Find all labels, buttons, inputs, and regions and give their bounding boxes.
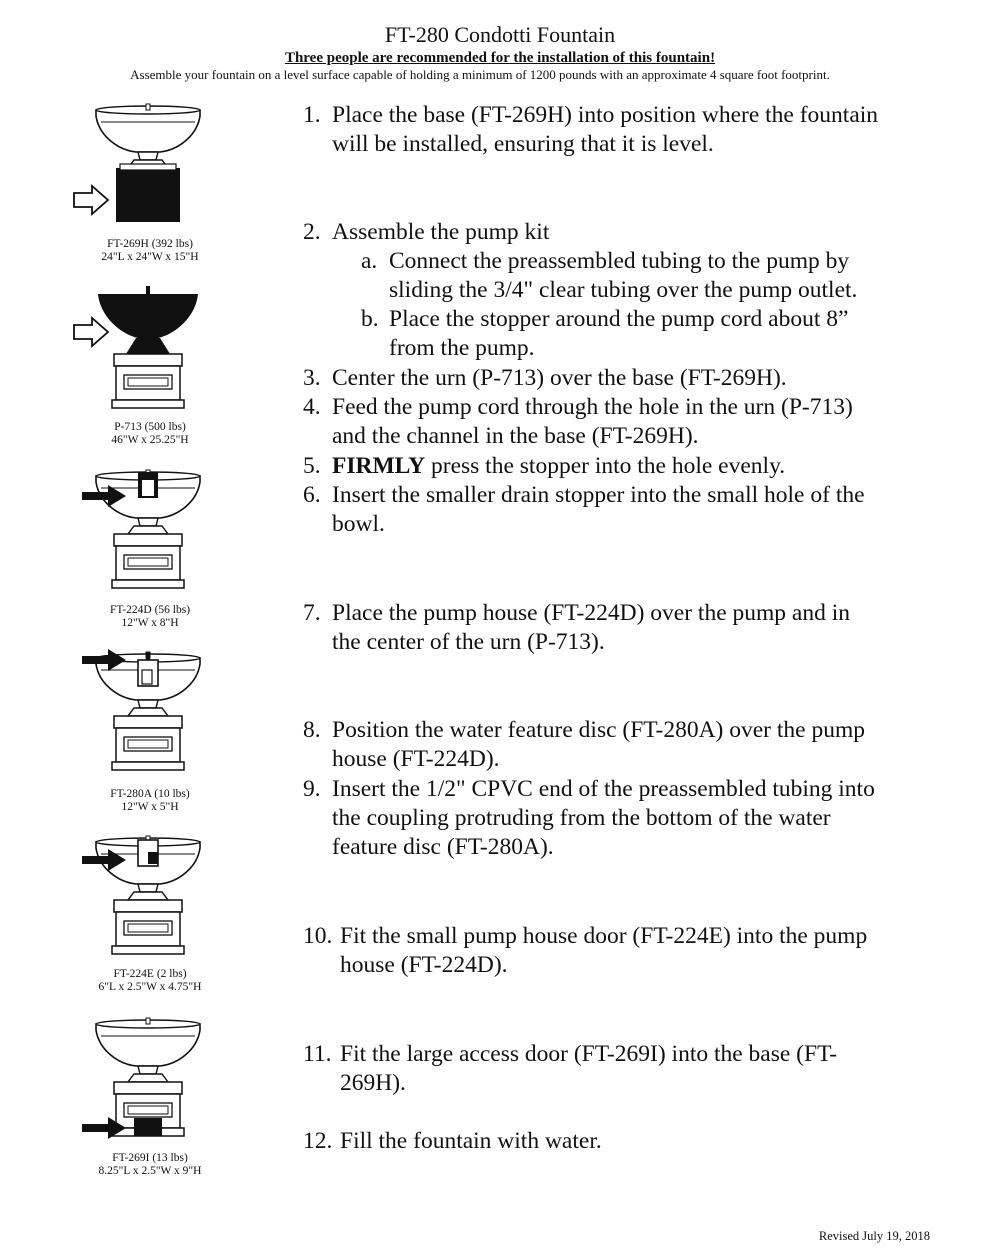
step-text: 269H). bbox=[340, 1070, 406, 1096]
figure-6-caption bbox=[50, 1152, 250, 1178]
step-text: Feed the pump cord through the hole in the urn (P-713) bbox=[332, 394, 853, 420]
step-number: 11. bbox=[303, 1041, 332, 1067]
part-label: FT-280A (10 lbs) bbox=[110, 788, 190, 800]
step-number: b. bbox=[361, 306, 379, 332]
step-text: will be installed, ensuring that it is level. bbox=[332, 131, 714, 157]
step-number: 5. bbox=[303, 453, 321, 479]
part-dimensions: 46"W x 25.25"H bbox=[111, 434, 189, 446]
figure-access-door-ft269i bbox=[60, 1014, 250, 1174]
figure-1-caption bbox=[50, 238, 250, 264]
step-number: 2. bbox=[303, 219, 321, 245]
step-text: house (FT-224D). bbox=[340, 952, 508, 978]
part-label: FT-224E (2 lbs) bbox=[113, 968, 187, 980]
part-dimensions: 6"L x 2.5"W x 4.75"H bbox=[98, 981, 202, 993]
arrow-outline-icon bbox=[74, 318, 108, 346]
step-text: Place the pump house (FT-224D) over the pump and in bbox=[332, 600, 850, 626]
safety-warning: Three people are recommended for the installation of this fountain! bbox=[284, 50, 716, 66]
step-text: Insert the smaller drain stopper into the small hole of the bbox=[332, 482, 865, 508]
figure-2-caption bbox=[50, 421, 250, 447]
step-text: Position the water feature disc (FT-280A) over the pump bbox=[332, 717, 865, 743]
step-number: 7. bbox=[303, 600, 321, 626]
arrow-outline-icon bbox=[74, 186, 108, 214]
step-text: house (FT-224D). bbox=[332, 746, 500, 772]
part-label: FT-269H (392 lbs) bbox=[107, 238, 193, 250]
step-text: Fill the fountain with water. bbox=[340, 1128, 602, 1154]
step-text bbox=[332, 452, 932, 481]
step-number: 8. bbox=[303, 717, 321, 743]
step-text: Insert the 1/2" CPVC end of the preassembled tubing into bbox=[332, 776, 875, 802]
step-text: the center of the urn (P-713). bbox=[332, 629, 605, 655]
part-label: P-713 (500 lbs) bbox=[114, 421, 186, 433]
step-number: 1. bbox=[303, 102, 321, 128]
step-text: bowl. bbox=[332, 511, 385, 537]
part-dimensions: 24"L x 24"W x 15"H bbox=[101, 251, 199, 263]
step-text: Place the base (FT-269H) into position where the fountain bbox=[332, 102, 879, 128]
fountain-access-door-diagram bbox=[60, 1014, 250, 1174]
step-number: 4. bbox=[303, 394, 321, 420]
step-text: Fit the large access door (FT-269I) into the base (FT- bbox=[340, 1041, 838, 1067]
part-dimensions: 12"W x 5"H bbox=[121, 801, 179, 813]
step-text: from the pump. bbox=[389, 335, 535, 361]
emphasis-firmly: FIRMLY bbox=[332, 453, 426, 479]
step-text: feature disc (FT-280A). bbox=[332, 834, 554, 860]
part-dimensions: 12"W x 8"H bbox=[121, 617, 179, 629]
step-text: sliding the 3/4" clear tubing over the pump outlet. bbox=[389, 277, 858, 303]
fountain-base-diagram bbox=[60, 100, 250, 260]
step-text: Assemble the pump kit bbox=[332, 219, 550, 245]
step-number: 9. bbox=[303, 776, 321, 802]
part-label: FT-224D (56 lbs) bbox=[109, 604, 191, 616]
figure-base-ft269h bbox=[60, 100, 250, 260]
figure-urn-p713 bbox=[60, 282, 250, 442]
step-text: Connect the preassembled tubing to the pump by bbox=[389, 248, 850, 274]
figure-5-caption bbox=[50, 968, 250, 994]
step-text: Fit the small pump house door (FT-224E) into the pump bbox=[340, 923, 868, 949]
step-number: 10. bbox=[303, 923, 333, 949]
step-text: Place the stopper around the pump cord about 8” bbox=[389, 306, 849, 332]
fountain-urn-diagram bbox=[60, 282, 250, 442]
figure-3-caption bbox=[50, 604, 250, 630]
figure-disc-ft280a bbox=[60, 648, 250, 808]
part-dimensions: 8.25"L x 2.5"W x 9"H bbox=[98, 1165, 202, 1177]
step-number: 6. bbox=[303, 482, 321, 508]
step-text: the coupling protruding from the bottom of the water bbox=[332, 805, 831, 831]
assembly-note: Assemble your fountain on a level surface capable of holding a minimum of 1200 pounds with an approximate 4 square foot footprint. bbox=[130, 67, 830, 82]
fountain-disc-diagram bbox=[60, 648, 250, 808]
fountain-pump-house-diagram bbox=[60, 466, 250, 626]
revision-date: Revised July 19, 2018 bbox=[818, 1229, 930, 1243]
step-number: 3. bbox=[303, 365, 321, 391]
figure-pump-house-ft224d bbox=[60, 466, 250, 626]
step-number: a. bbox=[361, 248, 378, 274]
part-label: FT-269I (13 lbs) bbox=[112, 1152, 188, 1164]
step-text-rest: press the stopper into the hole evenly. bbox=[425, 453, 786, 479]
step-text: Center the urn (P-713) over the base (FT-269H). bbox=[332, 365, 787, 391]
figure-4-caption bbox=[50, 788, 250, 814]
step-number: 12. bbox=[303, 1128, 333, 1154]
step-text: and the channel in the base (FT-269H). bbox=[332, 423, 699, 449]
page-title: FT-280 Condotti Fountain bbox=[384, 22, 616, 47]
